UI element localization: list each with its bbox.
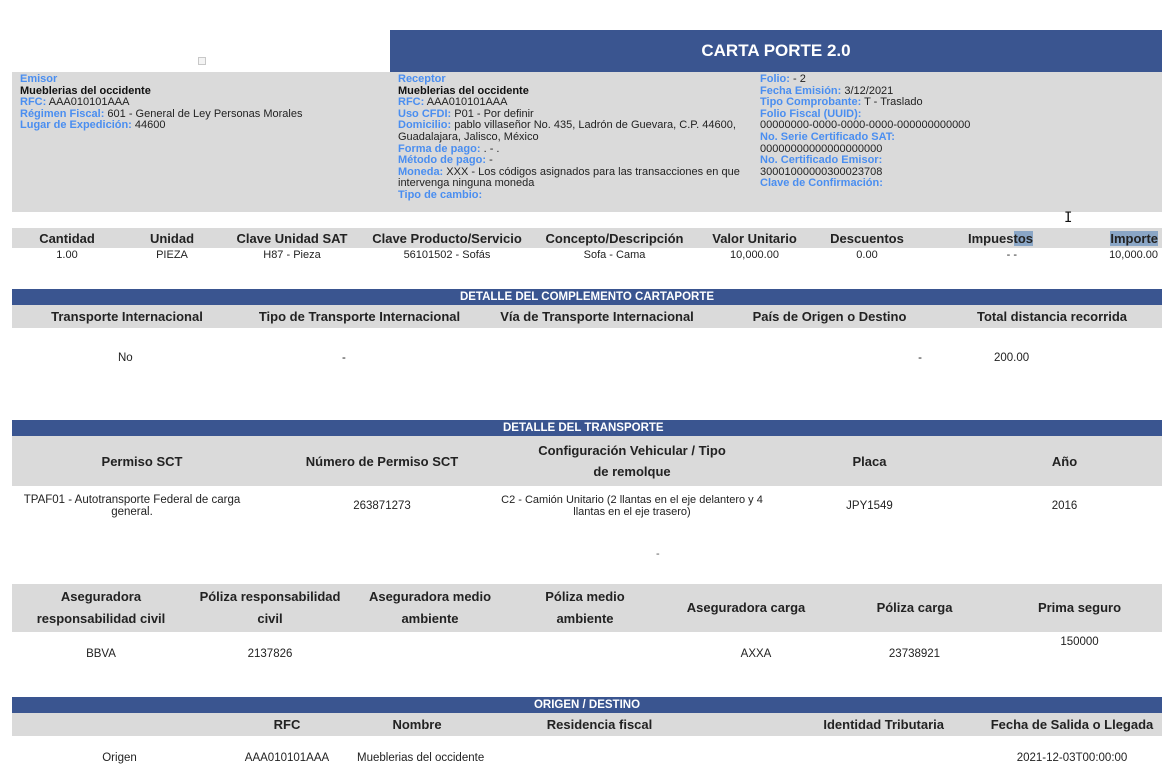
emisor-rfc-label: RFC: <box>20 96 47 109</box>
receptor-uso-label: Uso CFDI: <box>398 107 452 120</box>
col-permiso-sct: Permiso SCT <box>12 436 272 486</box>
col-valor-unitario: Valor Unitario <box>697 228 812 248</box>
cell-poliza-carga: 23738921 <box>888 648 941 660</box>
col-tipo-transporte: Tipo de Transporte Internacional <box>242 305 477 328</box>
table-row <box>12 486 1162 526</box>
col-transporte-internacional: Transporte Internacional <box>12 305 242 328</box>
complemento-header-row <box>12 305 1162 328</box>
col-descuentos: Descuentos <box>812 228 922 248</box>
col-aseguradora-carga: Aseguradora carga <box>660 584 832 632</box>
receptor-moneda: XXX - Los códigos asignados para las transacciones en que intervenga ninguna moneda <box>398 165 740 190</box>
cell-transporte-internacional: No <box>118 352 133 364</box>
cell-numero-permiso: 263871273 <box>353 500 411 512</box>
emisor-rfc: AAA010101AAA <box>48 96 130 109</box>
col-nombre: Nombre <box>347 713 487 736</box>
receptor-uso: P01 - Por definir <box>454 107 534 120</box>
emisor-regimen-label: Régimen Fiscal: <box>20 107 105 120</box>
emisor-label: Emisor <box>20 73 58 85</box>
cell-aseguradora-ma <box>350 632 510 676</box>
emisor-lugar: 44600 <box>134 119 166 132</box>
receptor-label: Receptor <box>398 73 446 85</box>
col-numero-permiso: Número de Permiso SCT <box>272 436 492 486</box>
emisor-section <box>20 74 380 132</box>
fecha-value: 3/12/2021 <box>844 84 894 97</box>
receptor-name: Mueblerias del occidente <box>398 84 529 97</box>
cell-descuentos: 0.00 <box>856 249 878 261</box>
tipo-comprobante-label: Tipo Comprobante: <box>760 96 862 109</box>
transporte-header-row <box>12 436 1162 486</box>
placeholder-square-icon <box>198 57 206 65</box>
col-anio: Año <box>967 436 1162 486</box>
folio-value: - 2 <box>793 73 806 85</box>
conceptos-table <box>12 228 1162 262</box>
receptor-section <box>398 74 746 202</box>
document-title: CARTA PORTE 2.0 <box>390 30 1162 72</box>
col-importe-text: Importe <box>1110 230 1158 246</box>
cell-pais-origen: - <box>918 352 922 364</box>
cell-clave-unidad: H87 - Pieza <box>263 249 321 261</box>
cell-aseguradora-carga: AXXA <box>740 648 772 660</box>
cert-emisor-label: No. Certificado Emisor: <box>760 154 883 167</box>
cell-importe: 10,000.00 <box>1109 249 1158 261</box>
transporte-table <box>12 436 1162 526</box>
receptor-forma: . - . <box>483 142 500 155</box>
cell-valor-unitario: 10,000.00 <box>730 249 779 261</box>
cell-via-transporte <box>477 328 717 388</box>
serie-sat-value: 00000000000000000000 <box>760 142 883 155</box>
receptor-metodo: - <box>489 154 493 167</box>
col-pais-origen: País de Origen o Destino <box>717 305 942 328</box>
receptor-metodo-label: Método de pago: <box>398 154 486 167</box>
col-residencia-fiscal: Residencia fiscal <box>487 713 712 736</box>
origen-destino-table <box>12 713 1162 780</box>
cell-anio: 2016 <box>1051 500 1078 512</box>
table-row <box>12 248 1162 262</box>
col-poliza-rc: Póliza responsabilidad civil <box>190 584 350 632</box>
col-importe <box>1047 228 1162 248</box>
complemento-table <box>12 305 1162 388</box>
emisor-lugar-label: Lugar de Expedición: <box>20 119 132 132</box>
col-distancia: Total distancia recorrida <box>942 305 1162 328</box>
transporte-band: DETALLE DEL TRANSPORTE <box>12 420 1162 436</box>
conceptos-header-row <box>12 228 1162 248</box>
receptor-rfc: AAA010101AAA <box>426 96 508 109</box>
cell-rfc: AAA010101AAA <box>244 752 330 764</box>
serie-sat-label: No. Serie Certificado SAT: <box>760 130 895 143</box>
cell-distancia: 200.00 <box>994 352 1030 364</box>
cell-identidad-tributaria <box>712 736 982 780</box>
col-configuracion: Configuración Vehicular / Tipo de remolque <box>492 436 772 486</box>
clave-confirmacion-label: Clave de Confirmación: <box>760 177 883 190</box>
col-placa: Placa <box>772 436 967 486</box>
complemento-band: DETALLE DEL COMPLEMENTO CARTAPORTE <box>12 289 1162 305</box>
comprobante-section <box>760 74 1150 190</box>
info-box <box>12 72 1162 212</box>
receptor-domicilio-label: Domicilio: <box>398 119 452 132</box>
folio-label: Folio: <box>760 73 790 85</box>
cell-poliza-ma <box>510 632 660 676</box>
col-identidad-tributaria: Identidad Tributaria <box>712 713 982 736</box>
cell-concepto: Sofa - Cama <box>583 249 646 261</box>
col-poliza-carga: Póliza carga <box>832 584 997 632</box>
seguros-table <box>12 584 1162 676</box>
col-aseguradora-ma: Aseguradora medio ambiente <box>350 584 510 632</box>
origen-destino-header-row <box>12 713 1162 736</box>
col-clave-unidad: Clave Unidad SAT <box>222 228 362 248</box>
uuid-value: 00000000-0000-0000-0000-000000000000 <box>760 119 971 132</box>
receptor-moneda-label: Moneda: <box>398 165 444 178</box>
receptor-rfc-label: RFC: <box>398 96 425 109</box>
col-fecha-salida: Fecha de Salida o Llegada <box>982 713 1162 736</box>
cell-residencia-fiscal <box>487 736 712 780</box>
col-concepto: Concepto/Descripción <box>532 228 697 248</box>
emisor-regimen: 601 - General de Ley Personas Morales <box>107 107 303 120</box>
table-row <box>12 632 1162 676</box>
col-poliza-ma: Póliza medio ambiente <box>510 584 660 632</box>
remolque-placeholder: - <box>656 548 660 560</box>
col-rfc: RFC <box>227 713 347 736</box>
cell-clave-producto: 56101502 - Sofás <box>403 249 491 261</box>
col-via-transporte: Vía de Transporte Internacional <box>477 305 717 328</box>
cell-fecha-salida: 2021-12-03T00:00:00 <box>1016 752 1128 764</box>
emisor-name: Mueblerias del occidente <box>20 84 151 97</box>
cell-unidad: PIEZA <box>156 249 188 261</box>
fecha-label: Fecha Emisión: <box>760 84 842 97</box>
cell-permiso-sct: TPAF01 - Autotransporte Federal de carga general. <box>23 494 241 518</box>
col-impuestos-text: Impues <box>967 230 1014 246</box>
cell-tipo-ubicacion: Origen <box>102 752 137 764</box>
selected-text: tos <box>1013 230 1033 246</box>
cert-emisor-value: 30001000000300023708 <box>760 165 883 178</box>
table-row <box>12 328 1162 388</box>
col-aseguradora-rc: Aseguradora responsabilidad civil <box>12 584 190 632</box>
col-tipo-ubicacion <box>12 713 227 736</box>
receptor-forma-label: Forma de pago: <box>398 142 481 155</box>
uuid-label: Folio Fiscal (UUID): <box>760 107 862 120</box>
receptor-tipo-cambio-label: Tipo de cambio: <box>398 188 483 201</box>
seguros-header-row <box>12 584 1162 632</box>
col-clave-producto: Clave Producto/Servicio <box>362 228 532 248</box>
cell-aseguradora-rc: BBVA <box>86 648 116 660</box>
origen-destino-band: ORIGEN / DESTINO <box>12 697 1162 713</box>
col-impuestos <box>922 228 1047 248</box>
col-unidad: Unidad <box>122 228 222 248</box>
cell-nombre: Mueblerias del occidente <box>357 752 485 764</box>
cell-placa: JPY1549 <box>846 500 893 512</box>
text-cursor-icon: I <box>1064 210 1073 226</box>
cell-configuracion: C2 - Camión Unitario (2 llantas en el eje delantero y 4 llantas en el eje trasero) <box>501 494 763 518</box>
cell-tipo-transporte: - <box>342 352 346 364</box>
cell-impuestos: - - <box>1006 249 1017 261</box>
receptor-domicilio: pablo villaseñor No. 435, Ladrón de Guevara, C.P. 44600, Guadalajara, Jalisco, México <box>398 119 736 143</box>
tipo-comprobante-value: T - Traslado <box>864 96 923 109</box>
cell-cantidad: 1.00 <box>56 249 78 261</box>
col-cantidad: Cantidad <box>12 228 122 248</box>
table-row <box>12 736 1162 780</box>
cell-prima-seguro: 150000 <box>1060 636 1099 648</box>
cell-poliza-rc: 2137826 <box>247 648 293 660</box>
col-prima-seguro: Prima seguro <box>997 584 1162 632</box>
